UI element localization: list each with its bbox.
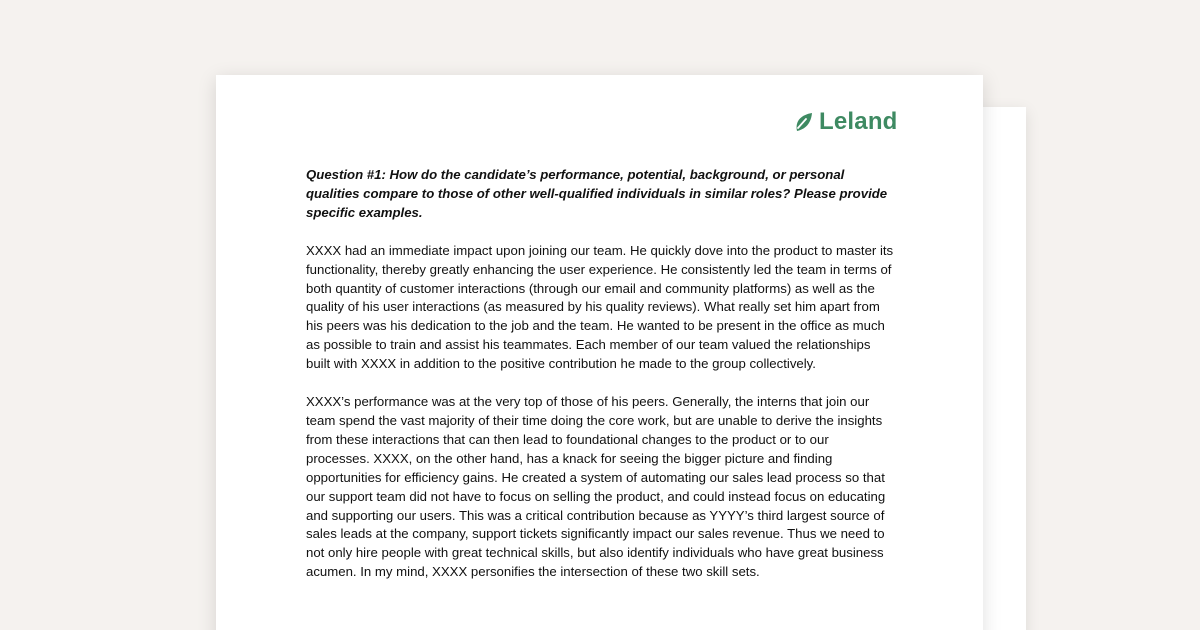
document-body [306, 166, 894, 601]
leaf-icon [792, 111, 814, 133]
question-heading: Question #1: How do the candidate’s performance, potential, background, or personal qualities compare to those of other well-qualified individuals in similar roles? Please provide specific examples. [306, 167, 888, 220]
logo-wordmark: Leland [819, 108, 898, 135]
response-paragraph-2: XXXX’s performance was at the very top of those of his peers. Generally, the interns that join our team spend the vast majority of their time doing the core work, but are unable to derive the insights from these interactions that can then lead to foundational changes to the product or to our processes. XXXX, on the other hand, has a knack for seeing the bigger picture and finding opportunities for efficiency gains. He created a system of automating our sales lead process so that our support team did not have to focus on selling the product, and could instead focus on educating and supporting our users. This was a critical contribution because as YYYY’s third largest source of sales leads at the company, support tickets significantly impact our sales revenue. Thus we need to not only hire people with great technical skills, but also identify individuals who have great business acumen. In my mind, XXXX personifies the intersection of these two skill sets. [306, 394, 886, 580]
response-paragraph-1: XXXX had an immediate impact upon joining our team. He quickly dove into the product to master its functionality, thereby greatly enhancing the user experience. He consistently led the team in terms of both quantity of customer interactions (through our email and community platforms) as well as the quality of his user interactions (as measured by his quality reviews). What really set him apart from his peers was his dedication to the job and the team. He wanted to be present in the office as much as possible to train and assist his teammates. Each member of our team valued the relationships built with XXXX in addition to the positive contribution he made to the group collectively. [306, 242, 894, 372]
leland-logo [792, 109, 898, 135]
